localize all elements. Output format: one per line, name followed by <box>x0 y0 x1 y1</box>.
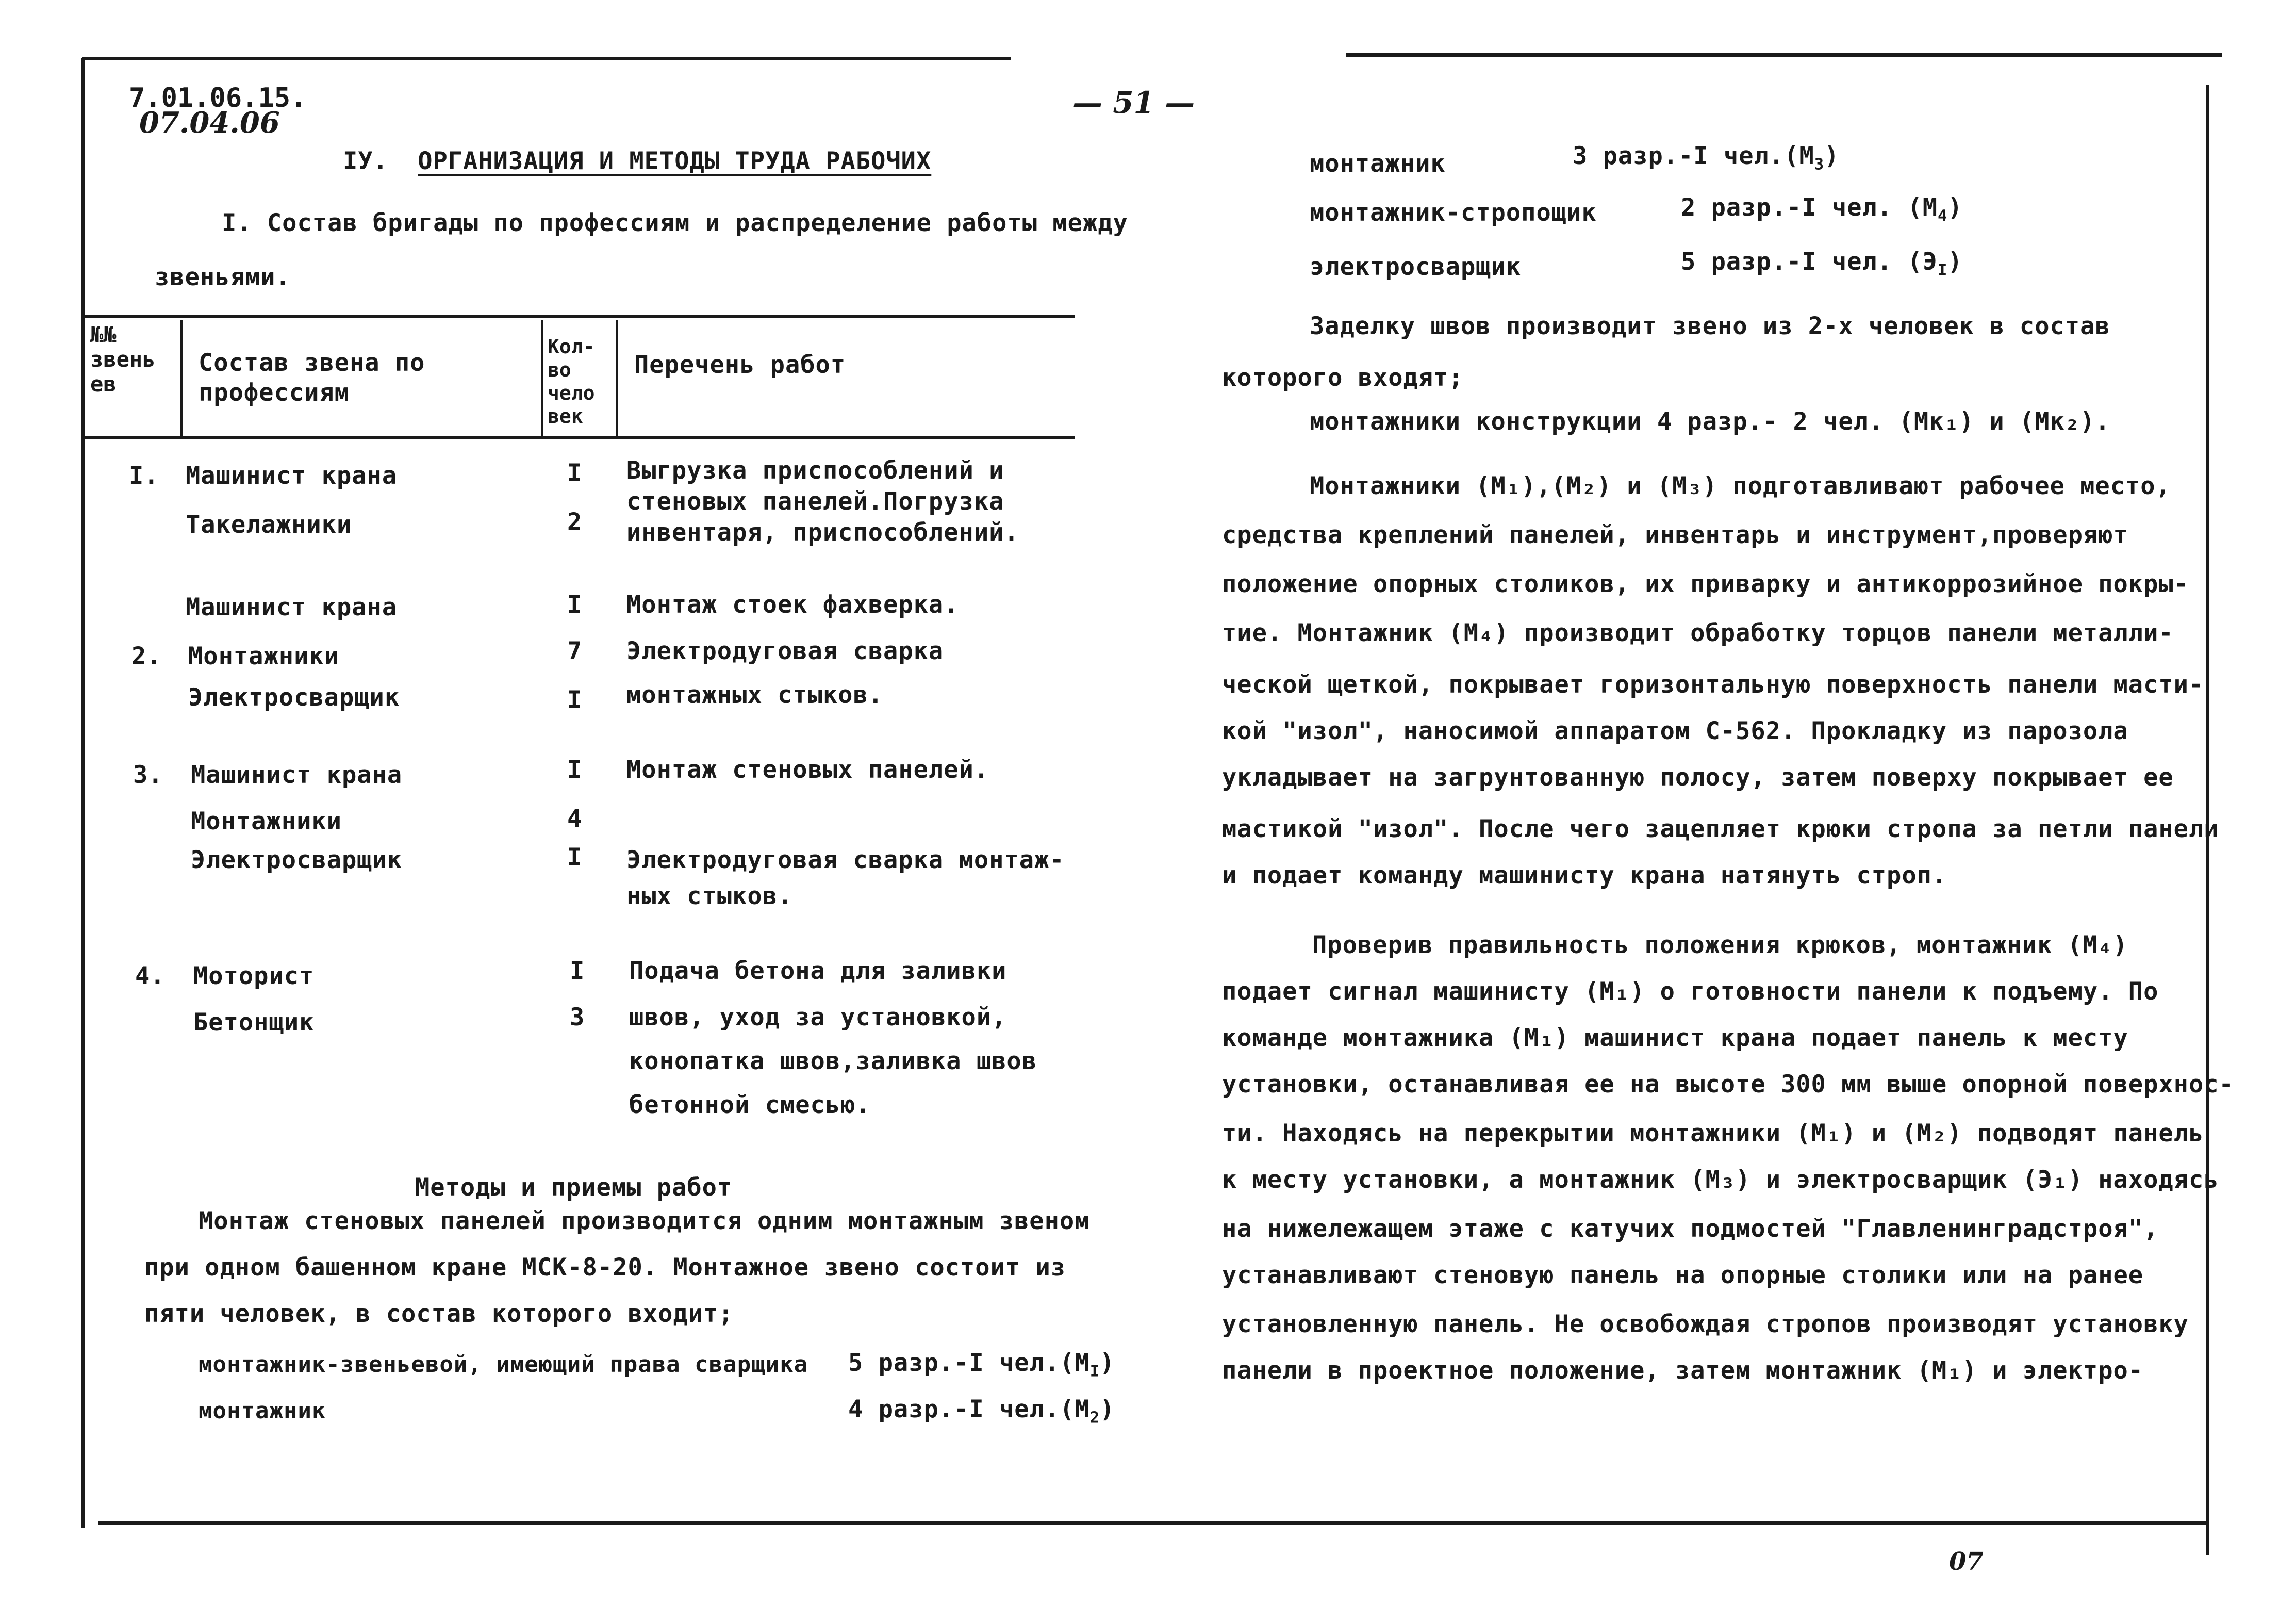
right-roster-rank: 2 разр.-I чел. $(М_4)$ <box>1681 193 1963 225</box>
right-text-line: Монтажники (М₁),(М₂) и (М₃) подготавливают рабочее место, <box>1310 472 2171 500</box>
roster-role: монтажник <box>199 1398 326 1424</box>
right-text-line: ти. Находясь на перекрытии монтажники (М₁) и (М₂) подводят панель <box>1222 1119 2204 1148</box>
methods-line-1: Монтаж стеновых панелей производится одним монтажным звеном <box>199 1207 1090 1235</box>
row-profession: Машинист крана <box>186 462 398 490</box>
methods-line-2: при одном башенном кране МСК-8-20. Монтажное звено состоит из <box>144 1253 1066 1282</box>
row-work: Монтаж стоек фахверка. <box>626 591 959 619</box>
row-count: I <box>567 756 583 784</box>
header-num: №№ звень ев <box>90 322 156 397</box>
table-header-rule <box>85 436 1075 439</box>
header-composition: Состав звена по профессиям <box>199 349 425 407</box>
row-count: I <box>567 591 583 619</box>
row-profession: Монтажники <box>191 807 342 836</box>
roster-rank: 4 разр.-I $чел.(М_2)$ <box>848 1395 1115 1427</box>
right-text-line: укладывает на загрунтованную полосу, затем поверху покрывает ее <box>1222 763 2174 792</box>
frame-top-right-line <box>1346 53 2222 57</box>
table-col-divider-2 <box>541 320 543 436</box>
section-number: IУ. <box>343 147 388 175</box>
row-work: Электродуговая сварка монтаж- <box>626 846 1065 874</box>
row-work: конопатка швов,заливка швов <box>629 1047 1037 1075</box>
section-heading <box>343 147 931 175</box>
row-count: I <box>570 957 585 985</box>
right-text-line: панели в проектное положение, затем монтажник (М₁) и электро- <box>1222 1356 2144 1385</box>
document-code-handwritten: 07.04.06 <box>139 106 280 140</box>
right-text-line: подает сигнал машинисту (М₁) о готовности панели к подъему. По <box>1222 977 2159 1006</box>
row-count: 4 <box>567 805 583 833</box>
right-text-line: тие. Монтажник (М₄) производит обработку торцов панели металли- <box>1222 619 2174 647</box>
right-text-line: положение опорных столиков, их приварку и антикоррозийное покры- <box>1222 570 2189 598</box>
table-top-rule <box>85 315 1075 318</box>
row-count: I <box>567 459 583 487</box>
document-code: 7.01.06.15. <box>129 83 307 113</box>
right-text-line: кой "изол", наносимой аппаратом С-562. Прокладку из парозола <box>1222 717 2128 745</box>
right-roster-rank: 5 разр.-I чел. $(Э_I)$ <box>1681 248 1963 280</box>
page-number: — 51 — <box>1072 85 1195 120</box>
right-text-line: Проверив правильность положения крюков, монтажник (М₄) <box>1312 931 2128 959</box>
row-profession: Электросварщик <box>191 846 403 874</box>
row-work: Монтаж стеновых панелей. <box>626 756 989 784</box>
row-num: I. <box>129 462 159 490</box>
right-text-line: ческой щеткой, покрывает горизонтальную поверхность панели масти- <box>1222 670 2204 699</box>
right-roster-role: электросварщик <box>1310 253 1522 281</box>
methods-title: Методы и приемы работ <box>415 1173 733 1202</box>
right-text-line: установки, останавливая ее на высоте 300 мм выше опорной поверхнос- <box>1222 1070 2234 1099</box>
row-profession: Машинист крана <box>186 593 398 621</box>
row-work: Выгрузка приспособлений и <box>626 456 1004 485</box>
row-profession: Моторист <box>193 962 315 990</box>
row-count: 2 <box>567 508 583 536</box>
row-profession: Такелажники <box>186 511 352 539</box>
table-col-divider-1 <box>180 320 183 436</box>
row-num: 2. <box>131 642 162 670</box>
right-text-line: Заделку швов производит звено из 2-х человек в состав <box>1310 312 2110 340</box>
right-text-line: к месту установки, а монтажник (М₃) и электросварщик (Э₁) находясь <box>1222 1166 2219 1194</box>
right-text-line: средства креплений панелей, инвентарь и инструмент,проверяют <box>1222 521 2128 549</box>
right-text-line: монтажники конструкции 4 разр.- 2 чел. (Мк₁) и (Мк₂). <box>1310 407 2110 436</box>
row-work: Электродуговая сварка <box>626 637 944 665</box>
section-title: ОРГАНИЗАЦИЯ И МЕТОДЫ ТРУДА РАБОЧИХ <box>418 147 932 175</box>
row-num: 4. <box>135 962 166 990</box>
row-count: 7 <box>567 637 583 665</box>
row-profession: Бетонщик <box>193 1008 315 1037</box>
row-num: 3. <box>133 761 163 789</box>
roster-rank: 5 разр.-I $чел.(М_I)$ <box>848 1349 1115 1381</box>
row-work: инвентаря, приспособлений. <box>626 518 1019 547</box>
right-text-line: устанавливают стеновую панель на опорные столики или на ранее <box>1222 1261 2144 1289</box>
right-text-line: установленную панель. Не освобождая стропов производят установку <box>1222 1310 2189 1338</box>
row-work: ных стыков. <box>626 882 793 910</box>
frame-bottom-line <box>98 1521 2207 1525</box>
row-profession: Электросварщик <box>188 683 400 712</box>
roster-role: монтажник-звеньевой, имеющий права сварщика <box>199 1351 808 1378</box>
row-work: монтажных стыков. <box>626 681 884 709</box>
header-works: Перечень работ <box>634 351 846 379</box>
frame-left-line <box>81 58 85 1528</box>
row-count: I <box>567 686 583 714</box>
row-count: I <box>567 843 583 872</box>
methods-line-3: пяти человек, в состав которого входит; <box>144 1300 734 1328</box>
frame-top-left-line <box>82 57 1011 60</box>
row-profession: Монтажники <box>188 642 339 670</box>
intro-line-1: I. Состав бригады по профессиям и распределение работы между <box>222 209 1128 237</box>
right-text-line: мастикой "изол". После чего зацепляет крюки стропа за петли панели <box>1222 815 2219 843</box>
right-roster-role: монтажник-стропощик <box>1310 199 1597 227</box>
row-work: бетонной смесью. <box>629 1091 871 1119</box>
right-text-line: команде монтажника (М₁) машинист крана подает панель к месту <box>1222 1024 2128 1052</box>
intro-line-2: звеньями. <box>155 263 291 291</box>
row-work: стеновых панелей.Погрузка <box>626 487 1004 516</box>
row-count: 3 <box>570 1003 585 1032</box>
right-roster-role: монтажник <box>1310 150 1446 178</box>
row-work: швов, уход за установкой, <box>629 1003 1007 1032</box>
right-text-line: и подает команду машинисту крана натянуть строп. <box>1222 861 1947 890</box>
right-text-line: на нижележащем этаже с катучих подмостей "Главленинградстроя", <box>1222 1215 2159 1243</box>
row-work: Подача бетона для заливки <box>629 957 1007 985</box>
right-roster-rank: 3 разр.-I $чел.(М_3)$ <box>1573 142 1840 174</box>
header-count: Кол- во чело век <box>548 335 595 428</box>
footer-mark: 07 <box>1949 1547 1984 1576</box>
right-text-line: которого входят; <box>1222 364 1464 392</box>
row-profession: Машинист крана <box>191 761 403 789</box>
table-col-divider-3 <box>616 320 618 436</box>
